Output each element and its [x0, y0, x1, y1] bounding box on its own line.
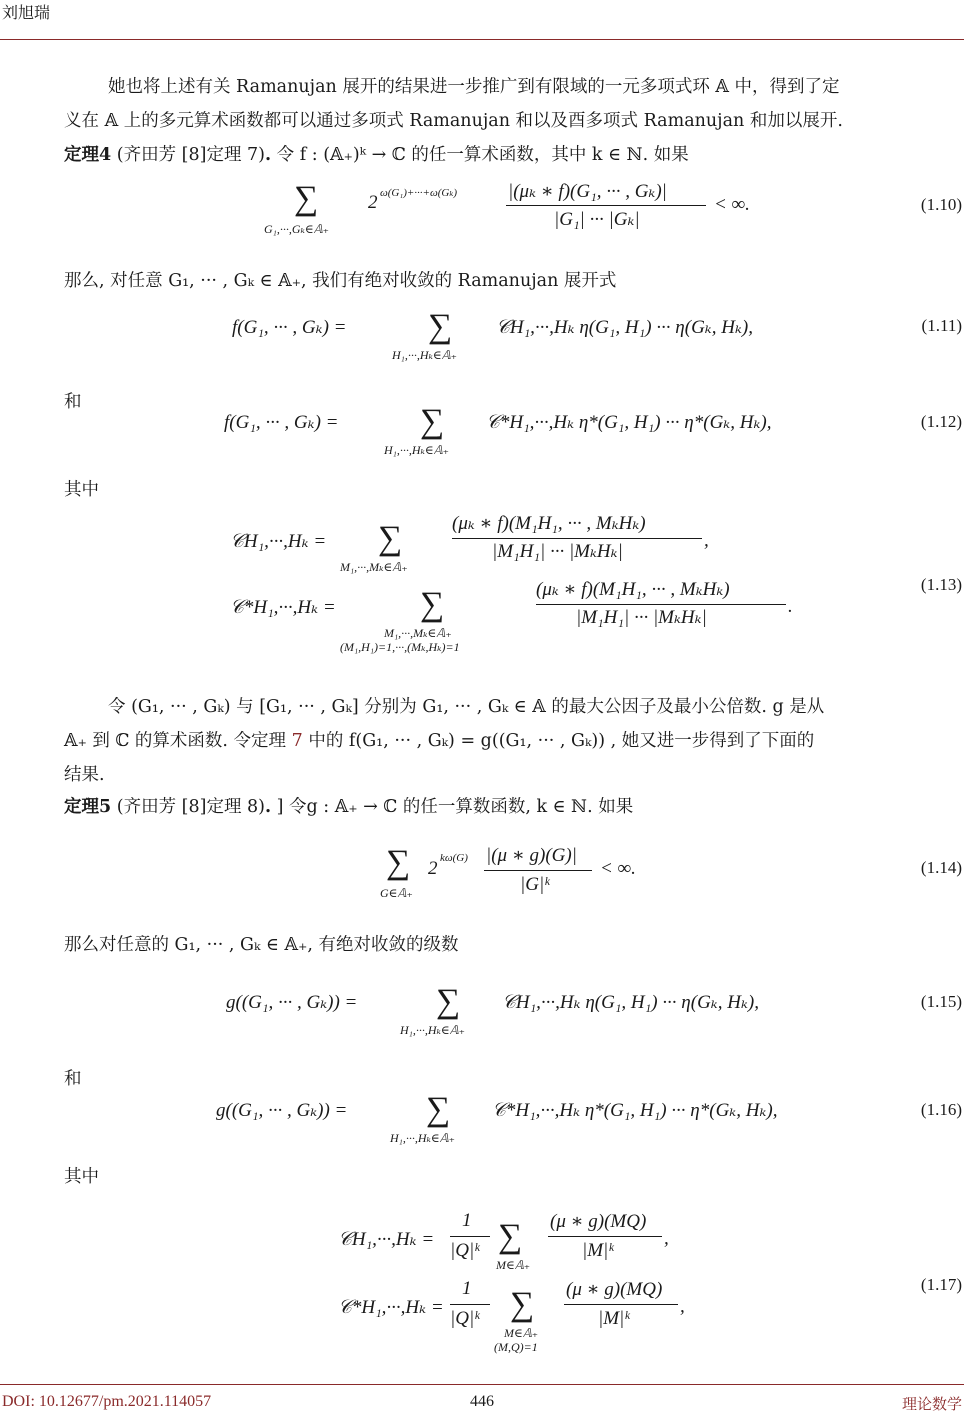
connective-where-2: 其中 [64, 1167, 99, 1187]
coefficient-bar-row-2 [450, 1304, 490, 1305]
coefficient-denominator-row-2: |Q|ᵏ [450, 1308, 480, 1329]
equation-rhs: 𝒞*H₁,···,Hₖ η*(G₁, H₁) ··· η*(Gₖ, Hₖ), [486, 412, 772, 433]
equation-number-1-12: (1.12) [920, 412, 962, 431]
equation-rhs: 𝒞H₁,···,Hₖ η(G₁, H₁) ··· η(Gₖ, Hₖ), [496, 317, 753, 338]
fraction-denominator: |G|ᵏ [520, 874, 550, 895]
sum-symbol-row-2: ∑ [420, 586, 445, 623]
sum-index: H₁,···,Hₖ∈𝔸₊ [384, 443, 449, 457]
footer-rule [0, 1384, 964, 1385]
theorem-5-attribution: (齐田芳 [8]定理 8) [116, 797, 265, 817]
para2-line-3: 结果. [64, 765, 105, 785]
text-after-1-14: 那么对任意的 G₁, ··· , Gₖ ∈ 𝔸₊, 有绝对收敛的级数 [64, 935, 459, 955]
equation-rhs: 𝒞*H₁,···,Hₖ η*(G₁, H₁) ··· η*(Gₖ, Hₖ), [492, 1100, 778, 1121]
theorem-4-attribution: (齐田芳 [8]定理 7) [116, 145, 265, 165]
fraction-bar [506, 205, 706, 206]
sum-index-row-2a: M∈𝔸₊ [504, 1326, 539, 1340]
equation-rhs: 𝒞H₁,···,Hₖ η(G₁, H₁) ··· η(Gₖ, Hₖ), [502, 992, 759, 1013]
theorem-5-dot: . [264, 797, 272, 817]
fraction-numerator: |(μ ∗ g)(G)| [486, 845, 577, 866]
equation-lhs: f(G₁, ··· , Gₖ) = [224, 412, 339, 433]
text-after-1-10: 那么, 对任意 G₁, ··· , Gₖ ∈ 𝔸₊, 我们有绝对收敛的 Ramanujan 展开式 [64, 271, 617, 291]
theorem-5-statement: ] 令g : 𝔸₊ → ℂ 的任一算数函数, k ∈ ℕ. 如果 [276, 797, 634, 817]
connective-and-2: 和 [64, 1069, 82, 1089]
para2-line-2 [64, 724, 964, 758]
sum-symbol: ∑ [294, 180, 319, 217]
equation-number-1-10: (1.10) [920, 195, 962, 214]
fraction-bar-row-1 [548, 1236, 662, 1237]
sum-symbol: ∑ [420, 403, 445, 440]
sum-symbol: ∑ [426, 1091, 451, 1128]
sum-index: H₁,···,Hₖ∈𝔸₊ [390, 1131, 455, 1145]
para2-line-2-end: 中的 f(G₁, ··· , Gₖ) = g((G₁, ··· , Gₖ)) , 她又进一步得到了下面的 [302, 731, 815, 751]
sum-index-row-2b: (M₁,H₁)=1,···,(Mₖ,Hₖ)=1 [340, 640, 460, 654]
fraction-bar [484, 870, 592, 871]
equation-tail: < ∞. [714, 194, 750, 215]
fraction-numerator: |(μₖ ∗ f)(G₁, ··· , Gₖ)| [508, 181, 667, 202]
intro-line-2: 义在 𝔸 上的多元算术函数都可以通过多项式 Ramanujan 和以及酉多项式 Ramanujan 和加以展开. [64, 111, 843, 131]
equation-number-1-13: (1.13) [920, 575, 962, 594]
power-exponent: ω(G₁)+···+ω(Gₖ) [380, 187, 458, 199]
fraction-numerator-row-2: (μ ∗ g)(MQ) [566, 1279, 663, 1300]
intro-line-1: 她也将上述有关 Ramanujan 展开的结果进一步推广到有限域的一元多项式环 𝔸 中，得到了定 [108, 77, 840, 97]
equation-tail-row-2: , [680, 1296, 685, 1317]
equation-lhs: f(G₁, ··· , Gₖ) = [232, 317, 347, 338]
equation-1-14 [380, 840, 680, 904]
sum-symbol: ∑ [428, 308, 453, 345]
theorem-7-reference-link[interactable]: 7 [291, 731, 303, 751]
coefficient-denominator-row-1: |Q|ᵏ [450, 1240, 480, 1261]
power-base: 2 [428, 858, 438, 879]
coefficient-numerator-row-1: 1 [462, 1210, 472, 1231]
equation-number-1-11: (1.11) [921, 316, 962, 335]
sum-symbol-row-2: ∑ [510, 1286, 535, 1323]
sum-index: H₁,···,Hₖ∈𝔸₊ [392, 348, 457, 362]
equation-tail-row-1: , [704, 530, 709, 551]
theorem-4-statement: 令 f : (𝔸₊)ᵏ → ℂ 的任一算术函数，其中 k ∈ ℕ. 如果 [276, 145, 689, 165]
coefficient-numerator-row-2: 1 [462, 1278, 472, 1299]
equation-1-11 [232, 310, 802, 370]
equation-lhs-row-2: 𝒞*H₁,···,Hₖ = [338, 1297, 444, 1318]
fraction-bar-row-1 [452, 538, 702, 539]
theorem-4-dot: . [264, 145, 272, 165]
power-base: 2 [368, 192, 378, 213]
equation-tail: < ∞. [600, 858, 636, 879]
sum-index: G₁,···,Gₖ∈𝔸₊ [264, 222, 329, 236]
para2-line-1: 令 (G₁, ··· , Gₖ) 与 [G₁, ··· , Gₖ] 分别为 G₁, ··· , Gₖ ∈ 𝔸 的最大公因子及最小公倍数. g 是从 [108, 697, 825, 717]
sum-index-row-1: M₁,···,Mₖ∈𝔸₊ [340, 560, 408, 574]
sum-index: G∈𝔸₊ [380, 886, 413, 900]
equation-1-17 [338, 1208, 718, 1358]
sum-symbol-row-1: ∑ [378, 520, 403, 557]
footer-doi-link[interactable]: DOI: 10.12677/pm.2021.114057 [2, 1393, 212, 1410]
equation-lhs: g((G₁, ··· , Gₖ)) = [226, 992, 358, 1013]
coefficient-bar-row-1 [450, 1236, 490, 1237]
equation-lhs-row-2: 𝒞*H₁,···,Hₖ = [230, 597, 336, 618]
theorem-4 [64, 138, 964, 172]
para2-line-2-start: 𝔸₊ 到 ℂ 的算术函数. 令定理 [64, 731, 292, 751]
sum-index-row-2a: M₁,···,Mₖ∈𝔸₊ [384, 626, 452, 640]
sum-index: H₁,···,Hₖ∈𝔸₊ [400, 1023, 465, 1037]
fraction-denominator-row-2: |M₁H₁| ··· |MₖHₖ| [576, 607, 707, 628]
equation-tail-row-1: , [664, 1228, 669, 1249]
theorem-4-label: 定理4 [64, 145, 112, 165]
equation-number-1-16: (1.16) [920, 1100, 962, 1119]
power-exponent: kω(G) [440, 852, 468, 864]
equation-lhs-row-1: 𝒞H₁,···,Hₖ = [230, 531, 327, 552]
fraction-bar-row-2 [536, 604, 786, 605]
fraction-numerator-row-1: (μₖ ∗ f)(M₁H₁, ··· , MₖHₖ) [452, 513, 646, 534]
equation-1-15 [226, 985, 806, 1045]
running-header-author: 刘旭瑞 [2, 3, 51, 22]
equation-number-1-14: (1.14) [920, 858, 962, 877]
header-rule [0, 39, 964, 40]
fraction-denominator: |G₁| ··· |Gₖ| [554, 209, 640, 230]
sum-symbol-row-1: ∑ [498, 1218, 523, 1255]
equation-tail-row-2: . [788, 596, 793, 617]
connective-and-1: 和 [64, 392, 82, 412]
equation-number-1-15: (1.15) [920, 992, 962, 1011]
footer-page-number: 446 [470, 1393, 494, 1410]
sum-symbol: ∑ [436, 983, 461, 1020]
fraction-denominator-row-2: |M|ᵏ [598, 1308, 630, 1329]
equation-1-16 [216, 1093, 816, 1153]
fraction-denominator-row-1: |M₁H₁| ··· |MₖHₖ| [492, 541, 623, 562]
equation-lhs: g((G₁, ··· , Gₖ)) = [216, 1100, 348, 1121]
equation-1-12 [224, 405, 814, 465]
theorem-5 [64, 790, 964, 824]
equation-1-10 [264, 180, 764, 240]
sum-index-row-2b: (M,Q)=1 [494, 1340, 538, 1354]
connective-where-1: 其中 [64, 480, 99, 500]
equation-lhs-row-1: 𝒞H₁,···,Hₖ = [338, 1229, 435, 1250]
fraction-numerator-row-1: (μ ∗ g)(MQ) [550, 1211, 647, 1232]
fraction-bar-row-2 [564, 1304, 678, 1305]
sum-index-row-1: M∈𝔸₊ [496, 1258, 531, 1272]
equation-number-1-17: (1.17) [920, 1275, 962, 1294]
fraction-denominator-row-1: |M|ᵏ [582, 1240, 614, 1261]
fraction-numerator-row-2: (μₖ ∗ f)(M₁H₁, ··· , MₖHₖ) [536, 579, 730, 600]
footer-journal-name: 理论数学 [901, 1395, 962, 1413]
sum-symbol: ∑ [386, 844, 411, 881]
theorem-5-label: 定理5 [64, 797, 112, 817]
equation-1-13 [230, 510, 810, 660]
